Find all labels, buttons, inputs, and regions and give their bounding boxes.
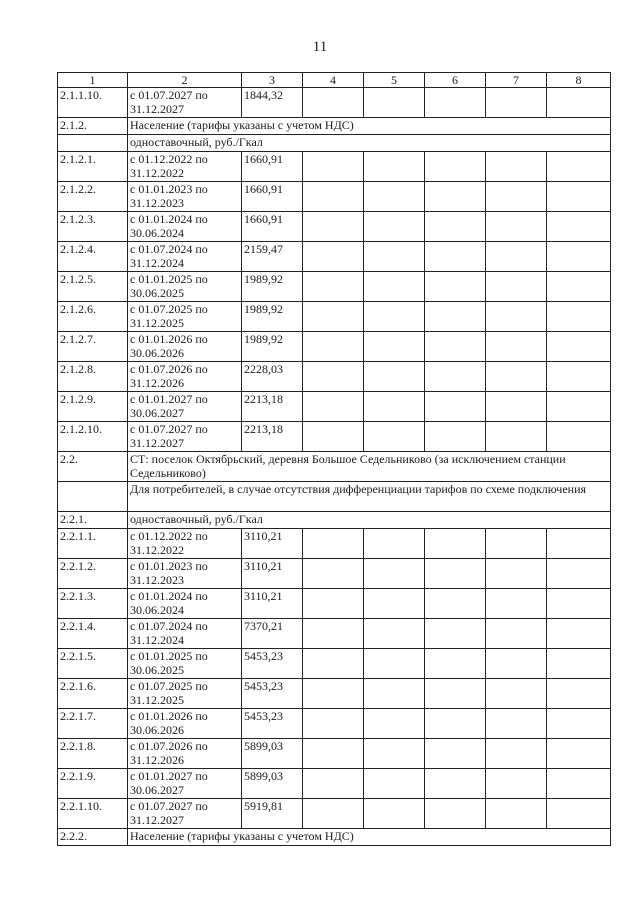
tariff-value-cell: 2213,18 <box>242 422 303 452</box>
empty-cell <box>364 392 425 422</box>
section-heading-cell: Население (тарифы указаны с учетом НДС) <box>128 118 611 135</box>
empty-cell <box>486 559 547 589</box>
empty-cell <box>425 152 486 182</box>
section-heading-cell: Население (тарифы указаны с учетом НДС) <box>128 829 611 846</box>
empty-cell <box>364 422 425 452</box>
row-number-cell: 2.1.2.3. <box>58 212 128 242</box>
empty-cell <box>547 589 611 619</box>
empty-cell <box>486 242 547 272</box>
empty-cell <box>364 679 425 709</box>
tariff-row <box>58 242 611 272</box>
tariff-value-cell: 1989,92 <box>242 302 303 332</box>
empty-cell <box>425 799 486 829</box>
empty-cell <box>486 589 547 619</box>
empty-cell <box>425 619 486 649</box>
row-number-cell: 2.1.2. <box>58 118 128 135</box>
empty-cell <box>425 739 486 769</box>
period-cell: с 01.07.2025 по 31.12.2025 <box>128 302 242 332</box>
empty-cell <box>486 182 547 212</box>
period-cell: с 01.01.2025 по 30.06.2025 <box>128 272 242 302</box>
tariff-value-cell: 1989,92 <box>242 272 303 302</box>
row-number-cell: 2.2.1.8. <box>58 739 128 769</box>
tariff-value-cell: 5899,03 <box>242 769 303 799</box>
empty-cell <box>486 739 547 769</box>
tariff-value-cell: 1844,32 <box>242 88 303 118</box>
empty-cell <box>547 649 611 679</box>
empty-cell <box>425 392 486 422</box>
empty-cell <box>547 332 611 362</box>
row-number-cell: 2.1.2.9. <box>58 392 128 422</box>
page-number: 11 <box>312 39 328 55</box>
row-number-cell: 2.2.1.4. <box>58 619 128 649</box>
empty-cell <box>486 272 547 302</box>
period-cell: с 01.07.2025 по 31.12.2025 <box>128 679 242 709</box>
empty-cell <box>303 769 364 799</box>
row-number-cell: 2.1.2.6. <box>58 302 128 332</box>
empty-cell <box>547 242 611 272</box>
section-row <box>58 829 611 846</box>
tariff-value-cell: 5453,23 <box>242 709 303 739</box>
tariff-value-cell: 5453,23 <box>242 679 303 709</box>
empty-cell <box>547 709 611 739</box>
column-number-cell: 7 <box>486 73 547 88</box>
empty-cell <box>364 739 425 769</box>
tariff-row <box>58 769 611 799</box>
empty-cell <box>547 739 611 769</box>
empty-cell <box>486 152 547 182</box>
empty-cell <box>303 392 364 422</box>
tariff-value-cell: 3110,21 <box>242 559 303 589</box>
empty-cell <box>425 529 486 559</box>
tariff-value-cell: 1660,91 <box>242 212 303 242</box>
period-cell: с 01.01.2024 по 30.06.2024 <box>128 212 242 242</box>
row-number-cell: 2.2.1.1. <box>58 529 128 559</box>
row-number-cell: 2.1.2.8. <box>58 362 128 392</box>
tariff-row <box>58 302 611 332</box>
period-cell: с 01.01.2025 по 30.06.2025 <box>128 649 242 679</box>
tariff-row <box>58 392 611 422</box>
empty-cell <box>486 529 547 559</box>
row-number-cell: 2.2.1.7. <box>58 709 128 739</box>
section-heading-cell: СТ: поселок Октябрьский, деревня Большое Седельниково (за исключением станции Седельниково) <box>128 452 611 482</box>
row-number-cell: 2.2.1.9. <box>58 769 128 799</box>
empty-cell <box>364 272 425 302</box>
empty-cell <box>425 332 486 362</box>
empty-cell <box>364 212 425 242</box>
empty-cell <box>425 88 486 118</box>
empty-cell <box>486 392 547 422</box>
tariff-row <box>58 362 611 392</box>
tariff-value-cell: 3110,21 <box>242 589 303 619</box>
row-number-cell: 2.2.1.10. <box>58 799 128 829</box>
empty-cell <box>303 302 364 332</box>
period-cell: с 01.07.2024 по 31.12.2024 <box>128 619 242 649</box>
empty-cell <box>547 152 611 182</box>
section-row <box>58 482 611 512</box>
section-heading-cell: одноставочный, руб./Гкал <box>128 512 611 529</box>
tariff-row <box>58 212 611 242</box>
tariff-row <box>58 422 611 452</box>
empty-cell <box>364 182 425 212</box>
empty-cell <box>364 529 425 559</box>
tariff-row <box>58 559 611 589</box>
empty-cell <box>364 559 425 589</box>
period-cell: с 01.12.2022 по 31.12.2022 <box>128 529 242 559</box>
row-number-cell: 2.2.1. <box>58 512 128 529</box>
tariff-row <box>58 272 611 302</box>
period-cell: с 01.07.2027 по 31.12.2027 <box>128 799 242 829</box>
empty-cell <box>547 88 611 118</box>
tariff-row <box>58 709 611 739</box>
empty-cell <box>547 529 611 559</box>
row-number-cell: 2.2.1.5. <box>58 649 128 679</box>
row-number-cell: 2.1.2.2. <box>58 182 128 212</box>
empty-cell <box>425 182 486 212</box>
period-cell: с 01.07.2024 по 31.12.2024 <box>128 242 242 272</box>
empty-cell <box>425 679 486 709</box>
tariff-row <box>58 529 611 559</box>
tariff-value-cell: 5899,03 <box>242 739 303 769</box>
section-heading-cell: одноставочный, руб./Гкал <box>128 135 611 152</box>
tariff-row <box>58 649 611 679</box>
empty-cell <box>303 212 364 242</box>
tariff-value-cell: 7370,21 <box>242 619 303 649</box>
empty-cell <box>425 212 486 242</box>
tariff-value-cell: 2159,47 <box>242 242 303 272</box>
empty-cell <box>486 332 547 362</box>
section-row <box>58 135 611 152</box>
period-cell: с 01.01.2026 по 30.06.2026 <box>128 332 242 362</box>
column-number-cell: 4 <box>303 73 364 88</box>
period-cell: с 01.01.2027 по 30.06.2027 <box>128 392 242 422</box>
empty-cell <box>303 589 364 619</box>
empty-cell <box>303 679 364 709</box>
tariff-row <box>58 88 611 118</box>
empty-cell <box>303 182 364 212</box>
tariff-row <box>58 739 611 769</box>
tariff-table-body <box>58 73 611 846</box>
period-cell: с 01.01.2026 по 30.06.2026 <box>128 709 242 739</box>
empty-cell <box>425 302 486 332</box>
empty-cell <box>303 88 364 118</box>
empty-cell <box>425 649 486 679</box>
empty-cell <box>425 422 486 452</box>
empty-cell <box>303 242 364 272</box>
empty-cell <box>364 709 425 739</box>
empty-cell <box>303 332 364 362</box>
column-number-cell: 8 <box>547 73 611 88</box>
row-number-cell: 2.1.2.10. <box>58 422 128 452</box>
column-number-cell: 3 <box>242 73 303 88</box>
empty-cell <box>486 212 547 242</box>
empty-cell <box>364 152 425 182</box>
column-number-cell: 1 <box>58 73 128 88</box>
column-number-cell: 2 <box>128 73 242 88</box>
tariff-value-cell: 1660,91 <box>242 182 303 212</box>
empty-cell <box>547 799 611 829</box>
row-number-cell: 2.1.2.1. <box>58 152 128 182</box>
tariff-table <box>57 72 611 846</box>
row-number-cell: 2.1.2.5. <box>58 272 128 302</box>
empty-cell <box>547 302 611 332</box>
period-cell: с 01.07.2027 по 31.12.2027 <box>128 422 242 452</box>
tariff-value-cell: 2228,03 <box>242 362 303 392</box>
tariff-row <box>58 589 611 619</box>
empty-cell <box>425 769 486 799</box>
period-cell: с 01.07.2027 по 31.12.2027 <box>128 88 242 118</box>
tariff-row <box>58 332 611 362</box>
empty-cell <box>547 679 611 709</box>
empty-cell <box>303 739 364 769</box>
tariff-row <box>58 182 611 212</box>
period-cell: с 01.12.2022 по 31.12.2022 <box>128 152 242 182</box>
section-row <box>58 512 611 529</box>
section-heading-cell: Для потребителей, в случае отсутствия дифференциации тарифов по схеме подключения <box>128 482 611 512</box>
period-cell: с 01.01.2023 по 31.12.2023 <box>128 182 242 212</box>
empty-cell <box>364 619 425 649</box>
section-row <box>58 118 611 135</box>
empty-cell <box>547 392 611 422</box>
row-number-cell: 2.2.1.2. <box>58 559 128 589</box>
empty-cell <box>364 332 425 362</box>
empty-cell <box>425 559 486 589</box>
tariff-row <box>58 152 611 182</box>
empty-cell <box>364 242 425 272</box>
empty-cell <box>303 152 364 182</box>
empty-cell <box>486 362 547 392</box>
empty-cell <box>486 649 547 679</box>
tariff-row <box>58 679 611 709</box>
section-row <box>58 452 611 482</box>
empty-cell <box>364 769 425 799</box>
empty-cell <box>486 679 547 709</box>
row-number-cell: 2.2.2. <box>58 829 128 846</box>
tariff-value-cell: 2213,18 <box>242 392 303 422</box>
column-number-cell: 6 <box>425 73 486 88</box>
empty-cell <box>303 709 364 739</box>
empty-cell <box>486 302 547 332</box>
row-number-cell <box>58 482 128 512</box>
empty-cell <box>364 88 425 118</box>
empty-cell <box>547 422 611 452</box>
empty-cell <box>303 559 364 589</box>
empty-cell <box>547 182 611 212</box>
empty-cell <box>486 88 547 118</box>
period-cell: с 01.01.2024 по 30.06.2024 <box>128 589 242 619</box>
row-number-cell: 2.1.2.4. <box>58 242 128 272</box>
tariff-row <box>58 619 611 649</box>
column-number-row <box>58 73 611 88</box>
empty-cell <box>364 799 425 829</box>
empty-cell <box>547 272 611 302</box>
empty-cell <box>303 272 364 302</box>
empty-cell <box>425 242 486 272</box>
empty-cell <box>364 589 425 619</box>
empty-cell <box>486 619 547 649</box>
row-number-cell: 2.1.2.7. <box>58 332 128 362</box>
column-number-cell: 5 <box>364 73 425 88</box>
empty-cell <box>303 799 364 829</box>
empty-cell <box>547 362 611 392</box>
empty-cell <box>486 709 547 739</box>
empty-cell <box>364 302 425 332</box>
empty-cell <box>547 212 611 242</box>
row-number-cell <box>58 135 128 152</box>
empty-cell <box>364 649 425 679</box>
row-number-cell: 2.2.1.6. <box>58 679 128 709</box>
empty-cell <box>425 709 486 739</box>
period-cell: с 01.01.2027 по 30.06.2027 <box>128 769 242 799</box>
empty-cell <box>425 362 486 392</box>
empty-cell <box>547 619 611 649</box>
empty-cell <box>547 559 611 589</box>
tariff-value-cell: 1660,91 <box>242 152 303 182</box>
tariff-value-cell: 1989,92 <box>242 332 303 362</box>
empty-cell <box>303 619 364 649</box>
period-cell: с 01.07.2026 по 31.12.2026 <box>128 362 242 392</box>
empty-cell <box>303 529 364 559</box>
empty-cell <box>425 589 486 619</box>
empty-cell <box>303 422 364 452</box>
period-cell: с 01.01.2023 по 31.12.2023 <box>128 559 242 589</box>
empty-cell <box>547 769 611 799</box>
row-number-cell: 2.2.1.3. <box>58 589 128 619</box>
tariff-value-cell: 5919,81 <box>242 799 303 829</box>
empty-cell <box>303 362 364 392</box>
tariff-value-cell: 3110,21 <box>242 529 303 559</box>
period-cell: с 01.07.2026 по 31.12.2026 <box>128 739 242 769</box>
empty-cell <box>486 422 547 452</box>
empty-cell <box>486 769 547 799</box>
empty-cell <box>425 272 486 302</box>
row-number-cell: 2.1.1.10. <box>58 88 128 118</box>
empty-cell <box>486 799 547 829</box>
tariff-row <box>58 799 611 829</box>
empty-cell <box>364 362 425 392</box>
empty-cell <box>303 649 364 679</box>
row-number-cell: 2.2. <box>58 452 128 482</box>
tariff-value-cell: 5453,23 <box>242 649 303 679</box>
